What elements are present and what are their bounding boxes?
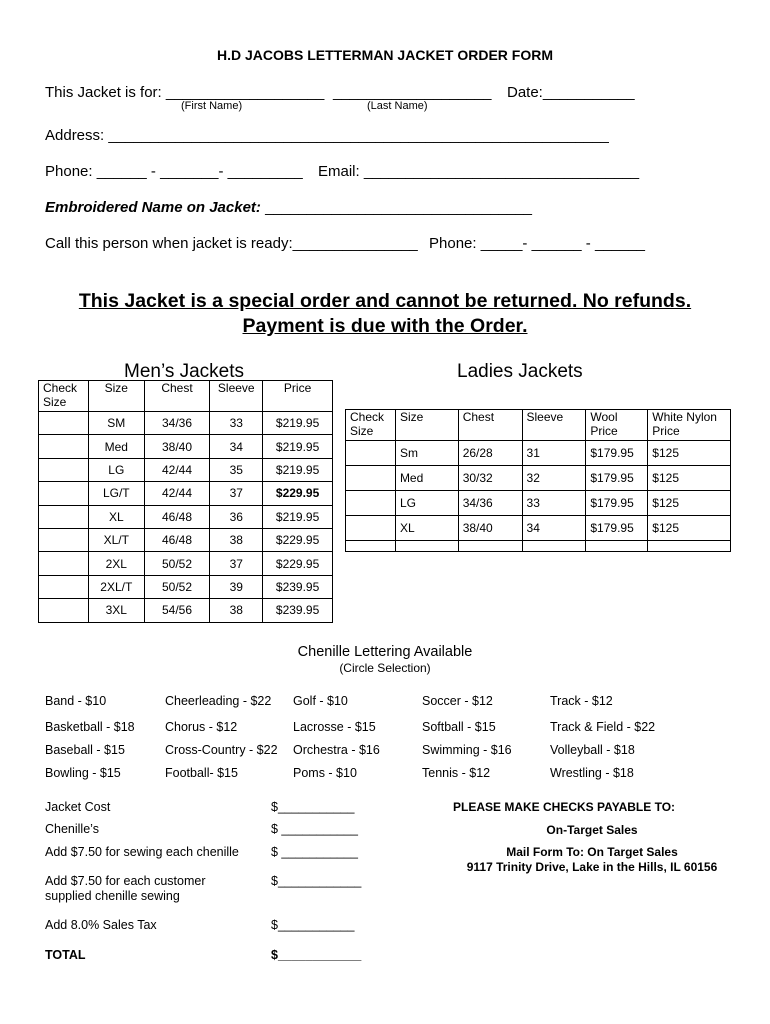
ladies-header-row [346, 410, 731, 441]
sales-tax-label: Add 8.0% Sales Tax [45, 918, 157, 932]
jacket-cost-label: Jacket Cost [45, 800, 111, 814]
mens-sleeve-cell: 34 [210, 435, 263, 458]
mens-price-cell: $239.95 [263, 575, 333, 598]
ladies-header-wool: Wool Price [586, 410, 648, 441]
chenille-option[interactable]: Chorus - $12 [165, 720, 238, 734]
mens-sleeve-cell: 39 [210, 575, 263, 598]
mens-price-cell: $219.95 [263, 412, 333, 435]
customer-sewing-label-2: supplied chenille sewing [45, 889, 180, 903]
chenille-option[interactable]: Wrestling - $18 [550, 766, 634, 780]
mens-sleeve-cell: 36 [210, 505, 263, 528]
mens-size-cell: XL/T [88, 528, 144, 551]
mens-sleeve-cell: 35 [210, 458, 263, 481]
mens-chest-cell: 38/40 [144, 435, 210, 458]
ladies-spacer-cell [346, 541, 396, 552]
mens-chest-cell: 46/48 [144, 505, 210, 528]
ladies-header-nylon: White Nylon Price [648, 410, 731, 441]
ladies-chest-cell: 38/40 [458, 516, 522, 541]
mens-table-row [39, 575, 333, 598]
chenille-option[interactable]: Football- $15 [165, 766, 238, 780]
total-label: TOTAL [45, 948, 86, 962]
mens-check-size-cell[interactable] [39, 599, 89, 622]
chenille-subtitle: (Circle Selection) [339, 661, 431, 675]
mens-header-price: Price [263, 381, 333, 412]
mens-table-row [39, 458, 333, 481]
mens-check-size-cell[interactable] [39, 528, 89, 551]
mens-jackets-table [38, 380, 333, 623]
mens-size-cell: LG/T [88, 482, 144, 505]
mens-size-cell: SM [88, 412, 144, 435]
mail-to-label: Mail Form To: On Target Sales [506, 845, 678, 859]
ladies-spacer-cell [648, 541, 731, 552]
chenille-option[interactable]: Baseball - $15 [45, 743, 125, 757]
mens-check-size-cell[interactable] [39, 575, 89, 598]
sewing-cost-label: Add $7.50 for sewing each chenille [45, 845, 239, 859]
chenille-cost-label: Chenille’s [45, 822, 99, 836]
chenille-option[interactable]: Track & Field - $22 [550, 720, 656, 734]
embroidered-name-field[interactable] [45, 199, 532, 216]
total-field[interactable]: $____________ [271, 948, 362, 962]
email-field[interactable]: Email: _________________________________ [318, 163, 640, 180]
call-phone-field[interactable]: Phone: _____- ______ - ______ [429, 235, 646, 252]
payable-to-label: PLEASE MAKE CHECKS PAYABLE TO: [453, 800, 676, 814]
chenille-option[interactable]: Track - $12 [550, 694, 613, 708]
chenille-option[interactable]: Softball - $15 [422, 720, 496, 734]
mens-check-size-cell[interactable] [39, 435, 89, 458]
mens-chest-cell: 42/44 [144, 458, 210, 481]
mens-sleeve-cell: 37 [210, 482, 263, 505]
ladies-nylon-price-cell: $125 [648, 441, 731, 466]
mens-chest-cell: 50/52 [144, 575, 210, 598]
chenille-option[interactable]: Volleyball - $18 [550, 743, 635, 757]
chenille-option[interactable]: Bowling - $15 [45, 766, 121, 780]
ladies-chest-cell: 30/32 [458, 466, 522, 491]
ladies-check-size-cell[interactable] [346, 491, 396, 516]
ladies-jackets-table [345, 409, 731, 552]
sewing-cost-field[interactable]: $ ___________ [271, 845, 358, 859]
last-name-field[interactable]: ___________________ [333, 84, 492, 101]
mens-size-cell: LG [88, 458, 144, 481]
ladies-sleeve-cell: 34 [522, 516, 586, 541]
ladies-size-cell: XL [395, 516, 458, 541]
mens-price-cell: $229.95 [263, 552, 333, 575]
ladies-nylon-price-cell: $125 [648, 491, 731, 516]
mens-size-cell: 2XL/T [88, 575, 144, 598]
mens-size-cell: 3XL [88, 599, 144, 622]
ladies-size-cell: Sm [395, 441, 458, 466]
chenille-option[interactable]: Tennis - $12 [422, 766, 491, 780]
mens-header-sleeve: Sleeve [210, 381, 263, 412]
mens-price-cell: $219.95 [263, 435, 333, 458]
jacket-for-field[interactable]: This Jacket is for: ___________________ [45, 84, 325, 101]
mens-price-cell: $219.95 [263, 505, 333, 528]
mens-header-check: Check Size [39, 381, 89, 412]
mens-table-row [39, 599, 333, 622]
mens-table-row [39, 528, 333, 551]
ladies-size-cell: LG [395, 491, 458, 516]
mens-title: Men’s Jackets [124, 361, 245, 382]
mens-size-cell: 2XL [88, 552, 144, 575]
mens-chest-cell: 54/56 [144, 599, 210, 622]
embroidered-blank[interactable]: ________________________________ [260, 199, 533, 216]
mens-chest-cell: 50/52 [144, 552, 210, 575]
customer-sewing-label-1: Add $7.50 for each customer [45, 874, 206, 888]
mens-sleeve-cell: 38 [210, 528, 263, 551]
chenille-cost-field[interactable]: $ ___________ [271, 822, 358, 836]
mens-header-row [39, 381, 333, 412]
mens-table-row [39, 552, 333, 575]
chenille-option[interactable]: Swimming - $16 [422, 743, 512, 757]
mens-price-cell: $219.95 [263, 458, 333, 481]
chenille-option[interactable]: Cross-Country - $22 [165, 743, 278, 757]
mens-sleeve-cell: 37 [210, 552, 263, 575]
mens-price-cell: $229.95 [263, 482, 333, 505]
ladies-spacer-cell [395, 541, 458, 552]
chenille-option[interactable]: Basketball - $18 [45, 720, 135, 734]
ladies-spacer-cell [522, 541, 586, 552]
mens-table-row [39, 412, 333, 435]
form-title: H.D JACOBS LETTERMAN JACKET ORDER FORM [216, 47, 553, 63]
ladies-table-row [346, 516, 731, 541]
ladies-header-size: Size [395, 410, 458, 441]
ladies-check-size-cell[interactable] [346, 516, 396, 541]
ladies-check-size-cell[interactable] [346, 441, 396, 466]
mens-header-chest: Chest [144, 381, 210, 412]
mens-table-row [39, 435, 333, 458]
ladies-header-chest: Chest [458, 410, 522, 441]
ladies-sleeve-cell: 31 [522, 441, 586, 466]
embroidered-label: Embroidered Name on Jacket: [45, 199, 261, 216]
ladies-spacer-cell [458, 541, 522, 552]
ladies-wool-price-cell: $179.95 [586, 466, 648, 491]
ladies-table-row [346, 466, 731, 491]
ladies-chest-cell: 26/28 [458, 441, 522, 466]
call-person-field[interactable]: Call this person when jacket is ready:_______________ [45, 235, 418, 252]
phone-field[interactable]: Phone: ______ - _______- _________ [45, 163, 303, 180]
payee-name: On-Target Sales [546, 823, 638, 837]
ladies-table-spacer-row [346, 541, 731, 552]
ladies-table-row [346, 441, 731, 466]
customer-sewing-field[interactable]: $____________ [271, 874, 362, 888]
mens-check-size-cell[interactable] [39, 412, 89, 435]
jacket-cost-field[interactable]: $___________ [271, 800, 355, 814]
chenille-title: Chenille Lettering Available [297, 644, 473, 660]
mens-check-size-cell[interactable] [39, 482, 89, 505]
last-name-caption: (Last Name) [367, 100, 428, 112]
mens-size-cell: Med [88, 435, 144, 458]
ladies-check-size-cell[interactable] [346, 466, 396, 491]
ladies-size-cell: Med [395, 466, 458, 491]
ladies-sleeve-cell: 33 [522, 491, 586, 516]
mens-price-cell: $229.95 [263, 528, 333, 551]
mens-size-cell: XL [88, 505, 144, 528]
chenille-option[interactable]: Golf - $10 [293, 694, 348, 708]
ladies-wool-price-cell: $179.95 [586, 441, 648, 466]
mens-sleeve-cell: 33 [210, 412, 263, 435]
mens-check-size-cell[interactable] [39, 552, 89, 575]
mens-table-row [39, 505, 333, 528]
chenille-option[interactable]: Lacrosse - $15 [293, 720, 376, 734]
ladies-sleeve-cell: 32 [522, 466, 586, 491]
sales-tax-field[interactable]: $___________ [271, 918, 355, 932]
ladies-nylon-price-cell: $125 [648, 516, 731, 541]
chenille-option[interactable]: Poms - $10 [293, 766, 357, 780]
mens-chest-cell: 46/48 [144, 528, 210, 551]
ladies-nylon-price-cell: $125 [648, 466, 731, 491]
chenille-option[interactable]: Cheerleading - $22 [165, 694, 272, 708]
date-field[interactable]: Date:___________ [507, 84, 635, 101]
first-name-caption: (First Name) [181, 100, 243, 112]
mens-sleeve-cell: 38 [210, 599, 263, 622]
chenille-option[interactable]: Band - $10 [45, 694, 107, 708]
mens-check-size-cell[interactable] [39, 505, 89, 528]
mail-address: 9117 Trinity Drive, Lake in the Hills, IL 60156 [466, 860, 718, 874]
notice-line-2: Payment is due with the Order. [242, 315, 528, 337]
ladies-table-row [346, 491, 731, 516]
address-field[interactable]: Address: ____________________________________________________________ [45, 127, 609, 144]
ladies-chest-cell: 34/36 [458, 491, 522, 516]
mens-table-row [39, 482, 333, 505]
ladies-wool-price-cell: $179.95 [586, 491, 648, 516]
mens-check-size-cell[interactable] [39, 458, 89, 481]
mens-chest-cell: 42/44 [144, 482, 210, 505]
notice-line-1: This Jacket is a special order and cannot be returned. No refunds. [78, 290, 692, 312]
chenille-option[interactable]: Orchestra - $16 [293, 743, 380, 757]
ladies-header-check: Check Size [346, 410, 396, 441]
ladies-title: Ladies Jackets [457, 361, 583, 382]
mens-header-size: Size [88, 381, 144, 412]
ladies-header-sleeve: Sleeve [522, 410, 586, 441]
mens-chest-cell: 34/36 [144, 412, 210, 435]
chenille-option[interactable]: Soccer - $12 [422, 694, 493, 708]
ladies-spacer-cell [586, 541, 648, 552]
ladies-wool-price-cell: $179.95 [586, 516, 648, 541]
mens-price-cell: $239.95 [263, 599, 333, 622]
